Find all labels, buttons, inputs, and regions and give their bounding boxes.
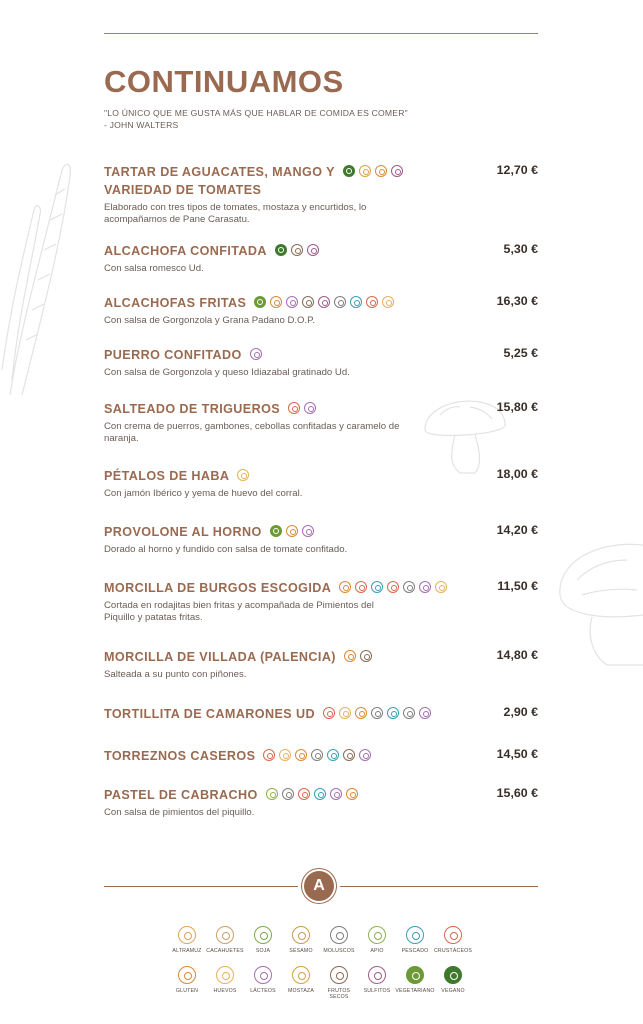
moluscos-icon: [330, 926, 348, 944]
item-price: 2,90 €: [503, 705, 538, 719]
frutos-secos-icon: [302, 296, 314, 308]
legend-item: [282, 926, 320, 954]
item-name: TORREZNOS CASEROS: [104, 749, 256, 763]
vegetariano-icon: [254, 296, 266, 308]
pescado-icon: [371, 581, 383, 593]
gluten-icon: [339, 581, 351, 593]
item-description: Con crema de puerros, gambones, cebollas confitadas y caramelo de naranja.: [104, 421, 400, 444]
legend-item: [358, 966, 396, 1000]
item-name: TORTILLITA DE CAMARONES UD: [104, 707, 315, 721]
gluten-icon: [178, 966, 196, 984]
allergen-icons: [250, 348, 262, 360]
mostaza-icon: [359, 165, 371, 177]
legend-label: VEGANO: [441, 988, 465, 994]
frutos-secos-icon: [330, 966, 348, 984]
vegetariano-icon: [270, 525, 282, 537]
item-description: Con jamón Ibérico y yema de huevo del corral.: [104, 488, 303, 499]
crustaceos-icon: [288, 402, 300, 414]
legend-label: MOSTAZA: [287, 988, 315, 994]
item-price: 16,30 €: [496, 294, 538, 308]
legend-item: [320, 966, 358, 1000]
legend-label: CACAHUETES: [206, 948, 244, 954]
item-description: Elaborado con tres tipos de tomates, mostaza y encurtidos, lo acompañamos de Pane Carasatu.: [104, 202, 367, 225]
crustaceos-icon: [263, 749, 275, 761]
menu-item: [104, 163, 538, 226]
huevos-icon: [382, 296, 394, 308]
huevos-icon: [237, 469, 249, 481]
allergen-icons: [263, 749, 371, 761]
item-description: Cortada en rodajitas bien fritas y acompañada de Pimientos del Piquillo y patatas fritas.: [104, 600, 374, 623]
crustaceos-icon: [366, 296, 378, 308]
bottom-divider-left: [104, 886, 298, 887]
item-name: SALTEADO DE TRIGUEROS: [104, 402, 281, 416]
lacteos-icon: [359, 749, 371, 761]
item-name: ALCACHOFAS FRITAS: [104, 296, 247, 310]
mushroom-large-sketch: [552, 535, 643, 675]
legend-label: ALTRAMUZ: [172, 948, 202, 954]
vegetariano-icon: [406, 966, 424, 984]
allergen-icons: [275, 244, 319, 256]
legend-label: APIO: [370, 948, 384, 954]
sulfitos-icon: [307, 244, 319, 256]
legend-item: [206, 966, 244, 1000]
moluscos-icon: [371, 707, 383, 719]
moluscos-icon: [403, 707, 415, 719]
pescado-icon: [350, 296, 362, 308]
lacteos-icon: [302, 525, 314, 537]
item-description: Con salsa de pimientos del piquillo.: [104, 807, 255, 818]
legend-item: [396, 926, 434, 954]
allergen-icons: [254, 296, 394, 308]
item-price: 14,20 €: [496, 523, 538, 537]
gluten-icon: [270, 296, 282, 308]
moluscos-icon: [334, 296, 346, 308]
vegano-icon: [444, 966, 462, 984]
legend-row-1: [168, 926, 472, 954]
legend-row-2: [168, 966, 472, 1000]
menu-item: [104, 467, 538, 500]
sulfitos-icon: [391, 165, 403, 177]
crustaceos-icon: [323, 707, 335, 719]
pescado-icon: [387, 707, 399, 719]
crustaceos-icon: [444, 926, 462, 944]
moluscos-icon: [282, 788, 294, 800]
vegano-icon: [275, 244, 287, 256]
page-title: CONTINUAMOS: [104, 64, 344, 99]
item-price: 15,80 €: [496, 400, 538, 414]
quote-author: - JOHN WALTERS: [104, 119, 179, 130]
legend-item: [396, 966, 434, 1000]
crustaceos-icon: [355, 581, 367, 593]
menu-item: [104, 523, 538, 556]
legend-item: [282, 966, 320, 1000]
logo: A: [304, 871, 334, 901]
sulfitos-icon: [318, 296, 330, 308]
item-name: TARTAR DE AGUACATES, MANGO Y: [104, 165, 335, 179]
huevos-icon: [435, 581, 447, 593]
item-name: PÉTALOS DE HABA: [104, 469, 230, 483]
top-divider: [104, 33, 538, 34]
item-name: MORCILLA DE BURGOS ESCOGIDA: [104, 581, 332, 595]
item-description: Con salsa de Gorgonzola y Grana Padano D.O.P.: [104, 315, 316, 326]
crustaceos-icon: [387, 581, 399, 593]
allergen-icons: [323, 707, 431, 719]
bottom-divider-right: [340, 886, 538, 887]
soja-icon: [254, 926, 272, 944]
item-description: Salteada a su punto con piñones.: [104, 669, 247, 680]
vegano-icon: [343, 165, 355, 177]
legend-item: [320, 926, 358, 954]
gluten-icon: [375, 165, 387, 177]
quote: [104, 108, 464, 131]
pescado-icon: [314, 788, 326, 800]
legend-label: LÁCTEOS: [250, 988, 276, 994]
allergen-icons: [339, 581, 447, 593]
pescado-icon: [406, 926, 424, 944]
item-description: Dorado al horno y fundido con salsa de tomate confitado.: [104, 544, 348, 555]
legend-label: SÉSAMO: [289, 948, 313, 954]
allergen-icons: [288, 402, 316, 414]
apio-icon: [368, 926, 386, 944]
lacteos-icon: [304, 402, 316, 414]
item-price: 14,50 €: [496, 747, 538, 761]
legend-item: [244, 966, 282, 1000]
item-price: 15,60 €: [496, 786, 538, 800]
legend-item: [168, 966, 206, 1000]
legend-item: [434, 966, 472, 1000]
lacteos-icon: [286, 296, 298, 308]
item-price: 5,30 €: [503, 242, 538, 256]
huevos-icon: [216, 966, 234, 984]
lacteos-icon: [254, 966, 272, 984]
legend-label: FRUTOS SECOS: [327, 988, 351, 1000]
allergen-icons: [270, 525, 314, 537]
mostaza-icon: [292, 966, 310, 984]
gluten-icon: [295, 749, 307, 761]
legend-item: [206, 926, 244, 954]
legend-label: SULFITOS: [363, 988, 391, 994]
item-description: Con salsa de Gorgonzola y queso Idiazabal gratinado Ud.: [104, 367, 350, 378]
menu-item: [104, 294, 538, 327]
legend-label: GLUTEN: [175, 988, 199, 994]
menu-item: [104, 786, 538, 819]
item-price: 14,80 €: [496, 648, 538, 662]
legend-item: [168, 926, 206, 954]
item-name: ALCACHOFA CONFITADA: [104, 244, 267, 258]
legend-label: PESCADO: [401, 948, 429, 954]
allergen-icons: [237, 469, 249, 481]
menu-item: [104, 705, 538, 723]
huevos-icon: [339, 707, 351, 719]
lacteos-icon: [419, 707, 431, 719]
menu-item: [104, 242, 538, 275]
legend-label: MOLUSCOS: [323, 948, 355, 954]
legend-item: [244, 926, 282, 954]
altramuz-icon: [178, 926, 196, 944]
legend-item: [434, 926, 472, 954]
item-price: 18,00 €: [496, 467, 538, 481]
asparagus-sketch: [0, 150, 80, 400]
quote-text: "LO ÚNICO QUE ME GUSTA MÁS QUE HABLAR DE COMIDA ES COMER": [104, 108, 408, 118]
item-name: PASTEL DE CABRACHO: [104, 788, 258, 802]
lacteos-icon: [250, 348, 262, 360]
gluten-icon: [346, 788, 358, 800]
apio-icon: [266, 788, 278, 800]
gluten-icon: [355, 707, 367, 719]
legend-label: HUEVOS: [213, 988, 237, 994]
menu-item: [104, 346, 538, 379]
legend-label: VEGETARIANO: [395, 988, 435, 994]
item-price: 5,25 €: [503, 346, 538, 360]
sesamo-icon: [292, 926, 310, 944]
frutos-secos-icon: [291, 244, 303, 256]
crustaceos-icon: [298, 788, 310, 800]
item-price: 12,70 €: [496, 163, 538, 177]
menu-item: [104, 579, 538, 624]
legend-label: CRUSTÁCEOS: [433, 948, 473, 954]
lacteos-icon: [330, 788, 342, 800]
item-price: 11,50 €: [497, 579, 538, 593]
frutos-secos-icon: [343, 749, 355, 761]
cacahuetes-icon: [216, 926, 234, 944]
legend-item: [358, 926, 396, 954]
item-name: MORCILLA DE VILLADA (PALENCIA): [104, 650, 336, 664]
huevos-icon: [279, 749, 291, 761]
sulfitos-icon: [368, 966, 386, 984]
allergen-icons: [344, 650, 372, 662]
gluten-icon: [344, 650, 356, 662]
moluscos-icon: [403, 581, 415, 593]
menu-item: [104, 747, 538, 765]
item-description: Con salsa romesco Ud.: [104, 263, 204, 274]
menu-item: [104, 648, 538, 681]
item-name-line2: VARIEDAD DE TOMATES: [104, 183, 262, 197]
pescado-icon: [327, 749, 339, 761]
item-name: PUERRO CONFITADO: [104, 348, 242, 362]
frutos-secos-icon: [360, 650, 372, 662]
menu-item: [104, 400, 538, 445]
lacteos-icon: [419, 581, 431, 593]
allergen-icons: [266, 788, 358, 800]
item-name: PROVOLONE AL HORNO: [104, 525, 262, 539]
legend-label: SOJA: [255, 948, 271, 954]
moluscos-icon: [311, 749, 323, 761]
allergen-icons: [343, 165, 403, 177]
gluten-icon: [286, 525, 298, 537]
